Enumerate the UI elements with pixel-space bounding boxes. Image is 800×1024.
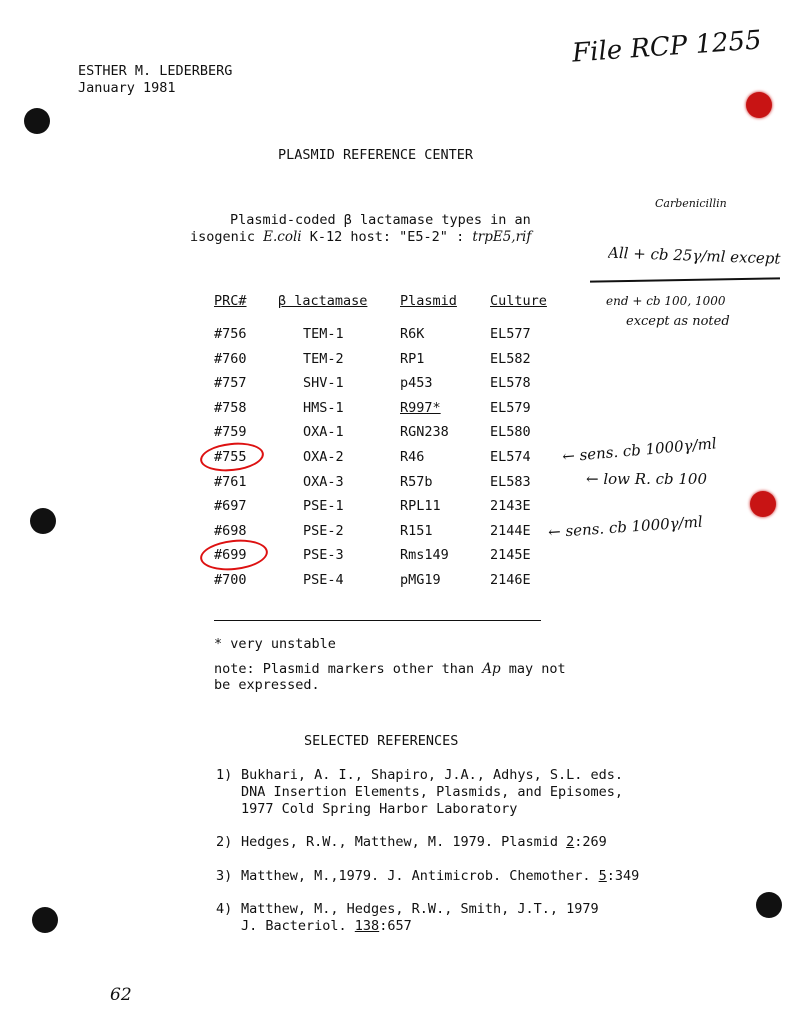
table-cell-plasmid-name: p453 (400, 375, 433, 392)
punch-hole-top-right (746, 92, 772, 118)
table-cell-lactamase-type: HMS-1 (303, 399, 344, 416)
reference-1-line-3: 1977 Cold Spring Harbor Laboratory (241, 801, 518, 817)
note-prefix: note: Plasmid markers other than (214, 661, 483, 677)
red-circle-755 (199, 440, 266, 475)
reference-4-line-1: Matthew, M., Hedges, R.W., Smith, J.T., 1979 (241, 901, 599, 917)
species-name: E.coli (263, 229, 302, 245)
table-cell-culture-id: EL583 (490, 473, 531, 490)
reference-1-number: 1) (216, 767, 233, 783)
reference-2-number: 2) (216, 834, 233, 850)
punch-hole-middle-left (30, 508, 56, 534)
table-cell-prc-number: #758 (214, 399, 247, 416)
table-cell-culture-id: 2145E (490, 547, 531, 564)
column-header-lactamase: β lactamase (278, 293, 368, 309)
table-cell-plasmid-name: R997* (400, 399, 441, 416)
subtitle-line-2 (190, 229, 531, 245)
references-heading: SELECTED REFERENCES (304, 733, 459, 749)
table-cell-lactamase-type: OXA-3 (303, 473, 344, 490)
handwritten-underline (590, 277, 780, 282)
subtitle-middle: K-12 host: "E5-2" : (301, 229, 473, 245)
handwritten-low-r-761: ← low R. cb 100 (586, 470, 708, 488)
file-note-handwritten: File RCP 1255 (571, 25, 763, 69)
reference-3-text (241, 868, 639, 884)
handwritten-sens-755: ← sens. cb 1000γ/ml (561, 434, 718, 466)
table-cell-prc-number: #755 (214, 449, 247, 465)
punch-hole-bottom-right (756, 892, 782, 918)
reference-3-post: :349 (606, 868, 640, 884)
table-cell-plasmid-name: R46 (400, 449, 425, 465)
table-cell-prc-number: #760 (214, 350, 247, 367)
table-cell-prc-number: #759 (214, 424, 247, 441)
table-cell-prc-number: #699 (214, 547, 247, 564)
table-cell-plasmid-name: R151 (400, 522, 433, 539)
table-cell-prc-number: #698 (214, 522, 247, 539)
reference-2-pre: Hedges, R.W., Matthew, M. 1979. Plasmid (241, 834, 567, 850)
reference-2-text (241, 834, 607, 850)
reference-3-volume: 5 (598, 868, 607, 884)
table-cell-culture-id: EL577 (490, 326, 531, 342)
table-cell-lactamase-type: OXA-1 (303, 424, 344, 441)
reference-1-line-2: DNA Insertion Elements, Plasmids, and Episomes, (241, 784, 624, 800)
table-cell-prc-number: #761 (214, 473, 247, 490)
handwritten-all-line: All + cb 25γ/ml except (607, 243, 781, 268)
handwritten-sens-698: ← sens. cb 1000γ/ml (547, 512, 704, 542)
table-cell-plasmid-name: RPL11 (400, 498, 441, 515)
table-cell-prc-number: #757 (214, 375, 247, 392)
note-suffix: may not (500, 661, 566, 677)
genotype: trpE5,rif (472, 229, 532, 245)
document-date: January 1981 (78, 80, 176, 96)
table-cell-lactamase-type: PSE-1 (303, 498, 344, 515)
reference-4-post: :657 (379, 918, 412, 934)
table-cell-plasmid-name: Rms149 (400, 547, 449, 564)
reference-4-line-2 (241, 918, 412, 934)
table-cell-prc-number: #700 (214, 572, 247, 588)
handwritten-end-line: end + cb 100, 1000 (606, 294, 726, 308)
reference-3-number: 3) (216, 868, 233, 884)
handwritten-carbenicillin: Carbenicillin (655, 197, 727, 210)
table-cell-lactamase-type: SHV-1 (303, 375, 344, 392)
punch-hole-top-left (24, 108, 50, 134)
handwritten-except-line: except as noted (626, 314, 730, 329)
subtitle-prefix: isogenic (190, 229, 264, 245)
table-cell-plasmid-name: RP1 (400, 350, 425, 367)
subtitle-line-1: Plasmid-coded β lactamase types in an (230, 212, 531, 228)
punch-hole-middle-right (750, 491, 776, 517)
table-cell-plasmid-name: R57b (400, 473, 433, 490)
reference-2-post: :269 (574, 834, 607, 850)
table-cell-culture-id: EL579 (490, 399, 531, 416)
table-cell-prc-number: #756 (214, 326, 247, 342)
note-line-2: be expressed. (214, 677, 320, 693)
handwritten-page-mark: 62 (110, 985, 132, 1005)
reference-4-pre: J. Bacteriol. (241, 918, 355, 934)
column-header-plasmid: Plasmid (400, 293, 457, 309)
table-cell-lactamase-type: OXA-2 (303, 449, 344, 465)
table-cell-lactamase-type: TEM-2 (303, 350, 344, 367)
table-cell-prc-number: #697 (214, 498, 247, 515)
table-cell-lactamase-type: PSE-3 (303, 547, 344, 564)
table-cell-plasmid-name: RGN238 (400, 424, 449, 441)
column-header-culture: Culture (490, 293, 547, 309)
table-cell-culture-id: EL580 (490, 424, 531, 441)
table-cell-plasmid-name: R6K (400, 326, 425, 342)
note-line-1 (214, 661, 566, 677)
column-header-prc: PRC# (214, 293, 247, 309)
red-circle-699 (199, 537, 270, 574)
table-cell-culture-id: 2144E (490, 522, 531, 539)
footnote: * very unstable (214, 636, 336, 652)
page-title: PLASMID REFERENCE CENTER (278, 147, 474, 163)
note-marker: Ap (482, 661, 501, 677)
reference-3-pre: Matthew, M.,1979. J. Antimicrob. Chemother. (241, 868, 599, 884)
table-cell-lactamase-type: PSE-2 (303, 522, 344, 539)
reference-4-volume: 138 (354, 918, 380, 934)
punch-hole-bottom-left (32, 907, 58, 933)
reference-4-number: 4) (216, 901, 233, 917)
author-name: ESTHER M. LEDERBERG (78, 63, 233, 79)
table-cell-culture-id: EL582 (490, 350, 531, 367)
table-cell-culture-id: 2143E (490, 498, 531, 515)
table-divider (214, 620, 541, 621)
table-cell-culture-id: EL578 (490, 375, 531, 392)
table-cell-lactamase-type: TEM-1 (303, 326, 344, 342)
reference-2-volume: 2 (566, 834, 575, 850)
reference-1-line-1: Bukhari, A. I., Shapiro, J.A., Adhys, S.L. eds. (241, 767, 624, 783)
table-cell-culture-id: EL574 (490, 449, 531, 465)
table-cell-plasmid-name: pMG19 (400, 572, 441, 588)
table-cell-culture-id: 2146E (490, 572, 531, 588)
table-cell-lactamase-type: PSE-4 (303, 572, 344, 588)
